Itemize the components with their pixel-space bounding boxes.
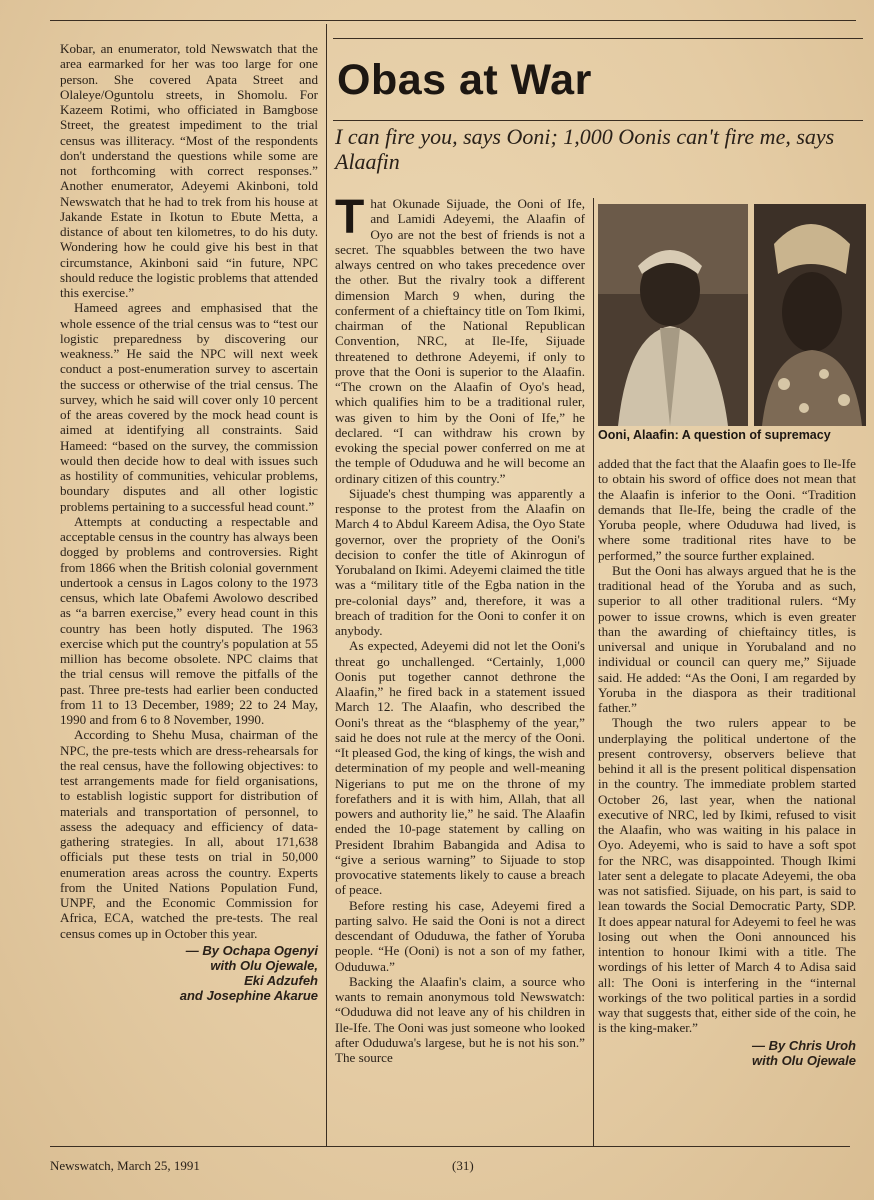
top-rule [50,20,856,21]
byline [598,1038,856,1068]
photo-ooni-image [598,204,748,426]
byline-line: and Josephine Akarue [179,987,318,1003]
paragraph: But the Ooni has always argued that he is the traditional head of the Yoruba and as such, superior to all other traditional rulers. “My power to issue crowns, which is even greater than the awarding of chieftaincy titles, is universal and unique in Yorubaland and no individual or council can query me,” Sijuade said. He added: “As the Ooni, I am regarded by Yoruba in the diaspora as their traditional father.” [598,562,856,715]
article-column-3 [598,456,856,1068]
article-column-2 [335,191,585,1065]
byline-line: with Olu Ojewale [751,1052,856,1068]
paragraph: Sijuade's chest thumping was apparently a response to the protest from the Alaafin on March 4 to Abdul Kareem Adisa, the Oyo State governor, over the propriety of the Ooni's decision to confer the title of Akinrogun of Yorubaland on Ikimi. Adeyemi claimed the title was a “military title of the Egba nation in the pre-colonial days” and, therefore, it was a breach of tradition for the Ooni to confer it on anybody. [335,485,585,638]
byline-line: with Olu Ojewale, [210,957,318,973]
lead-paragraph [335,191,585,486]
byline-line: — By Ochapa Ogenyi [185,942,318,958]
paragraph: Attempts at conducting a respectable and acceptable census in the country has always been dogged by problems and controversies. Right from 1866 when the British colonial government undertook a census in Lagos colony to the 1973 census, which late Obafemi Awolowo described as “a barren exercise,” every head count in this country has been hotly disputed. The 1963 exercise which put the country's population at 55 million has become obsolete. NPC claims that the trial census will remove the pitfalls of the past. Three pre-tests had earlier been conducted from 11 to 13 December, 1989; 22 to 24 May, 1990 and from 6 to 8 November, 1990. [60,513,318,727]
lead-text: hat Okunade Sijuade, the Ooni of Ife, and Lamidi Adeyemi, the Alaafin of Oyo are not the best of friends is not a secret. The squabbles between the two have always centred on who takes precedence over the other. But the rivalry took a different dimension March 9 when, during the conferment of a chieftaincy title on Tom Ikimi, chairman of the National Republican Convention, NRC, at Ile-Ife, Sijuade threatened to dethrone Adeyemi, if only to prove that the Ooni is superior to the Alaafin. “The crown on the Alaafin of Oyo's head, which qualifies him to be a traditional ruler, was given to him by the Ooni of Ife,” he declared. “I can withdraw his crown by evoking the special power conferred on me at the temple of Oduduwa and he will become an ordinary citizen of this country.” [335,196,585,486]
paragraph: Kobar, an enumerator, told Newswatch that the area earmarked for her was too large for one person. She covered Apata Street and Olaleye/Oguntolu streets, in Shomolu. For Kazeem Rotimi, who officiated in Bamgbose Street, the greatest impediment to the trial census was illiteracy. “Most of the respondents don't understand the questions while some are not forthcoming with correct responses.” Another enumerator, Adeyemi Akinboni, told Newswatch that he had to trek from his house at Jakande Estate in Ikotun to Ebute Metta, a distance of about ten kilometres, to do his duty. Wondering how he could give his best in that circumstance, Akinboni said “in future, NPC should reduce the logistic problems that attended this exercise.” [60,41,318,300]
column-divider [326,24,327,1146]
paragraph: added that the fact that the Alaafin goes to Ile-Ife to obtain his sword of office does not mean that the Alaafin is inferior to the Ooni. “Tradition demands that Ile-Ife, being the cradle of the Yoruba people, where Oduduwa had lived, is where some traditional rites have to be performed,” the source further explained. [598,456,856,563]
publication-footer: Newswatch, March 25, 1991 [50,1158,200,1173]
headline: Obas at War [337,56,592,104]
photo-alaafin-image [754,204,866,426]
page-number: (31) [452,1158,474,1173]
paragraph: Before resting his case, Adeyemi fired a parting salvo. He said the Ooni is not a direct descendant of Oduduwa, the father of Yoruba people. “He (Ooni) is not a son of my father, Oduduwa.” [335,897,585,974]
headline-rule [333,120,863,121]
paragraph: As expected, Adeyemi did not let the Ooni's threat go unchallenged. “Certainly, 1,000 Oonis put together cannot dethrone the Alaafin,” he fired back in a statement issued March 12. The Alaafin, who described the Ooni's threat as the “blasphemy of the year,” said he does not rule at the mercy of the Ooni. “It pleased God, the king of kings, the wish and determination of my people and well-meaning Nigerians to put me on the throne of my forefathers and it is with him, Allah, that all powers and authority lie,” he said. The Alaafin ended the 10-page statement by calling on President Ibrahim Babangida and Adisa to “give a serious warning” to Sijuade to stop provocative statements likely to cause a breach of peace. [335,638,585,898]
deck: I can fire you, says Ooni; 1,000 Oonis can't fire me, says Alaafin [335,124,835,174]
byline [60,943,318,1003]
paragraph: Hameed agrees and emphasised that the whole essence of the trial census was to “test our logistic preparedness by discovering our weakness.” He said the NPC will next week conduct a post-enumeration survey to ascertain the success or otherwise of the trial census. The survey, which he said will cover only 10 percent of the areas covered by the mock head count is aimed at identifying all constraints. Said Hameed: “based on the survey, the commission would then decide how to deal with issues such as hostility of communities, vehicular problems, boundary disputes and all other logistic problems pertaining to a successful head count.” [60,300,318,514]
photo-ooni [598,204,748,426]
paragraph: Backing the Alaafin's claim, a source who wants to remain anonymous told Newswatch: “Oduduwa did not leave any of his children in Ile-Ife. The Ooni was just someone who looked after Oduduwa's largese, but he is not his son.” The source [335,973,585,1065]
byline-line: Eki Adzufeh [244,972,318,988]
photo-alaafin [754,204,866,426]
paragraph: According to Shehu Musa, chairman of the NPC, the pre-tests which are dress-rehearsals for the real census, have the following objectives: to test arrangements made for field organisations, to establish logistic support for distribution of materials and transportation of personnel, to assess the adequacy and efficiency of data-gathering strategies. In all, about 171,638 officials put these tests on trial in 50,000 enumeration areas across the country. Experts from the United Nations Population Fund, UNPF, and the Economic Commission for Africa, ECA, watched the pre-tests. The real census comes up in October this year. [60,727,318,941]
paragraph: Though the two rulers appear to be underplaying the political undertone of the present controversy, observers believe that behind it all is the present political dispensation in the country. The immediate problem started October 26, last year, when the national executive of NRC, led by Ikimi, refused to visit the Alaafin, who was waiting in his palace in Oyo. Adeyemi, who is said to have a soft spot for the NRC, was disappointed. Though Ikimi later sent a delegate to placate Adeyemi, the oba was not satisfied. Sijuade, on his part, is said to lean towards the Social Democratic Party, SDP. It does appear natural for Adeyemi to feel he was losing out when the Ooni announced his intention to honour Ikimi with a title. The wordings of his letter of March 4 to Adisa said all: The Ooni is interfering in the “internal workings of the two political parties in a sordid way that suggests that, either side of the coin, he is the king-maker.” [598,715,856,1036]
column-divider [593,198,594,1146]
photo-caption: Ooni, Alaafin: A question of supremacy [598,428,831,442]
drop-cap: T [335,191,365,244]
byline-line: — By Chris Uroh [751,1037,856,1053]
bottom-rule [50,1146,850,1147]
article-column-1 [60,41,318,1003]
